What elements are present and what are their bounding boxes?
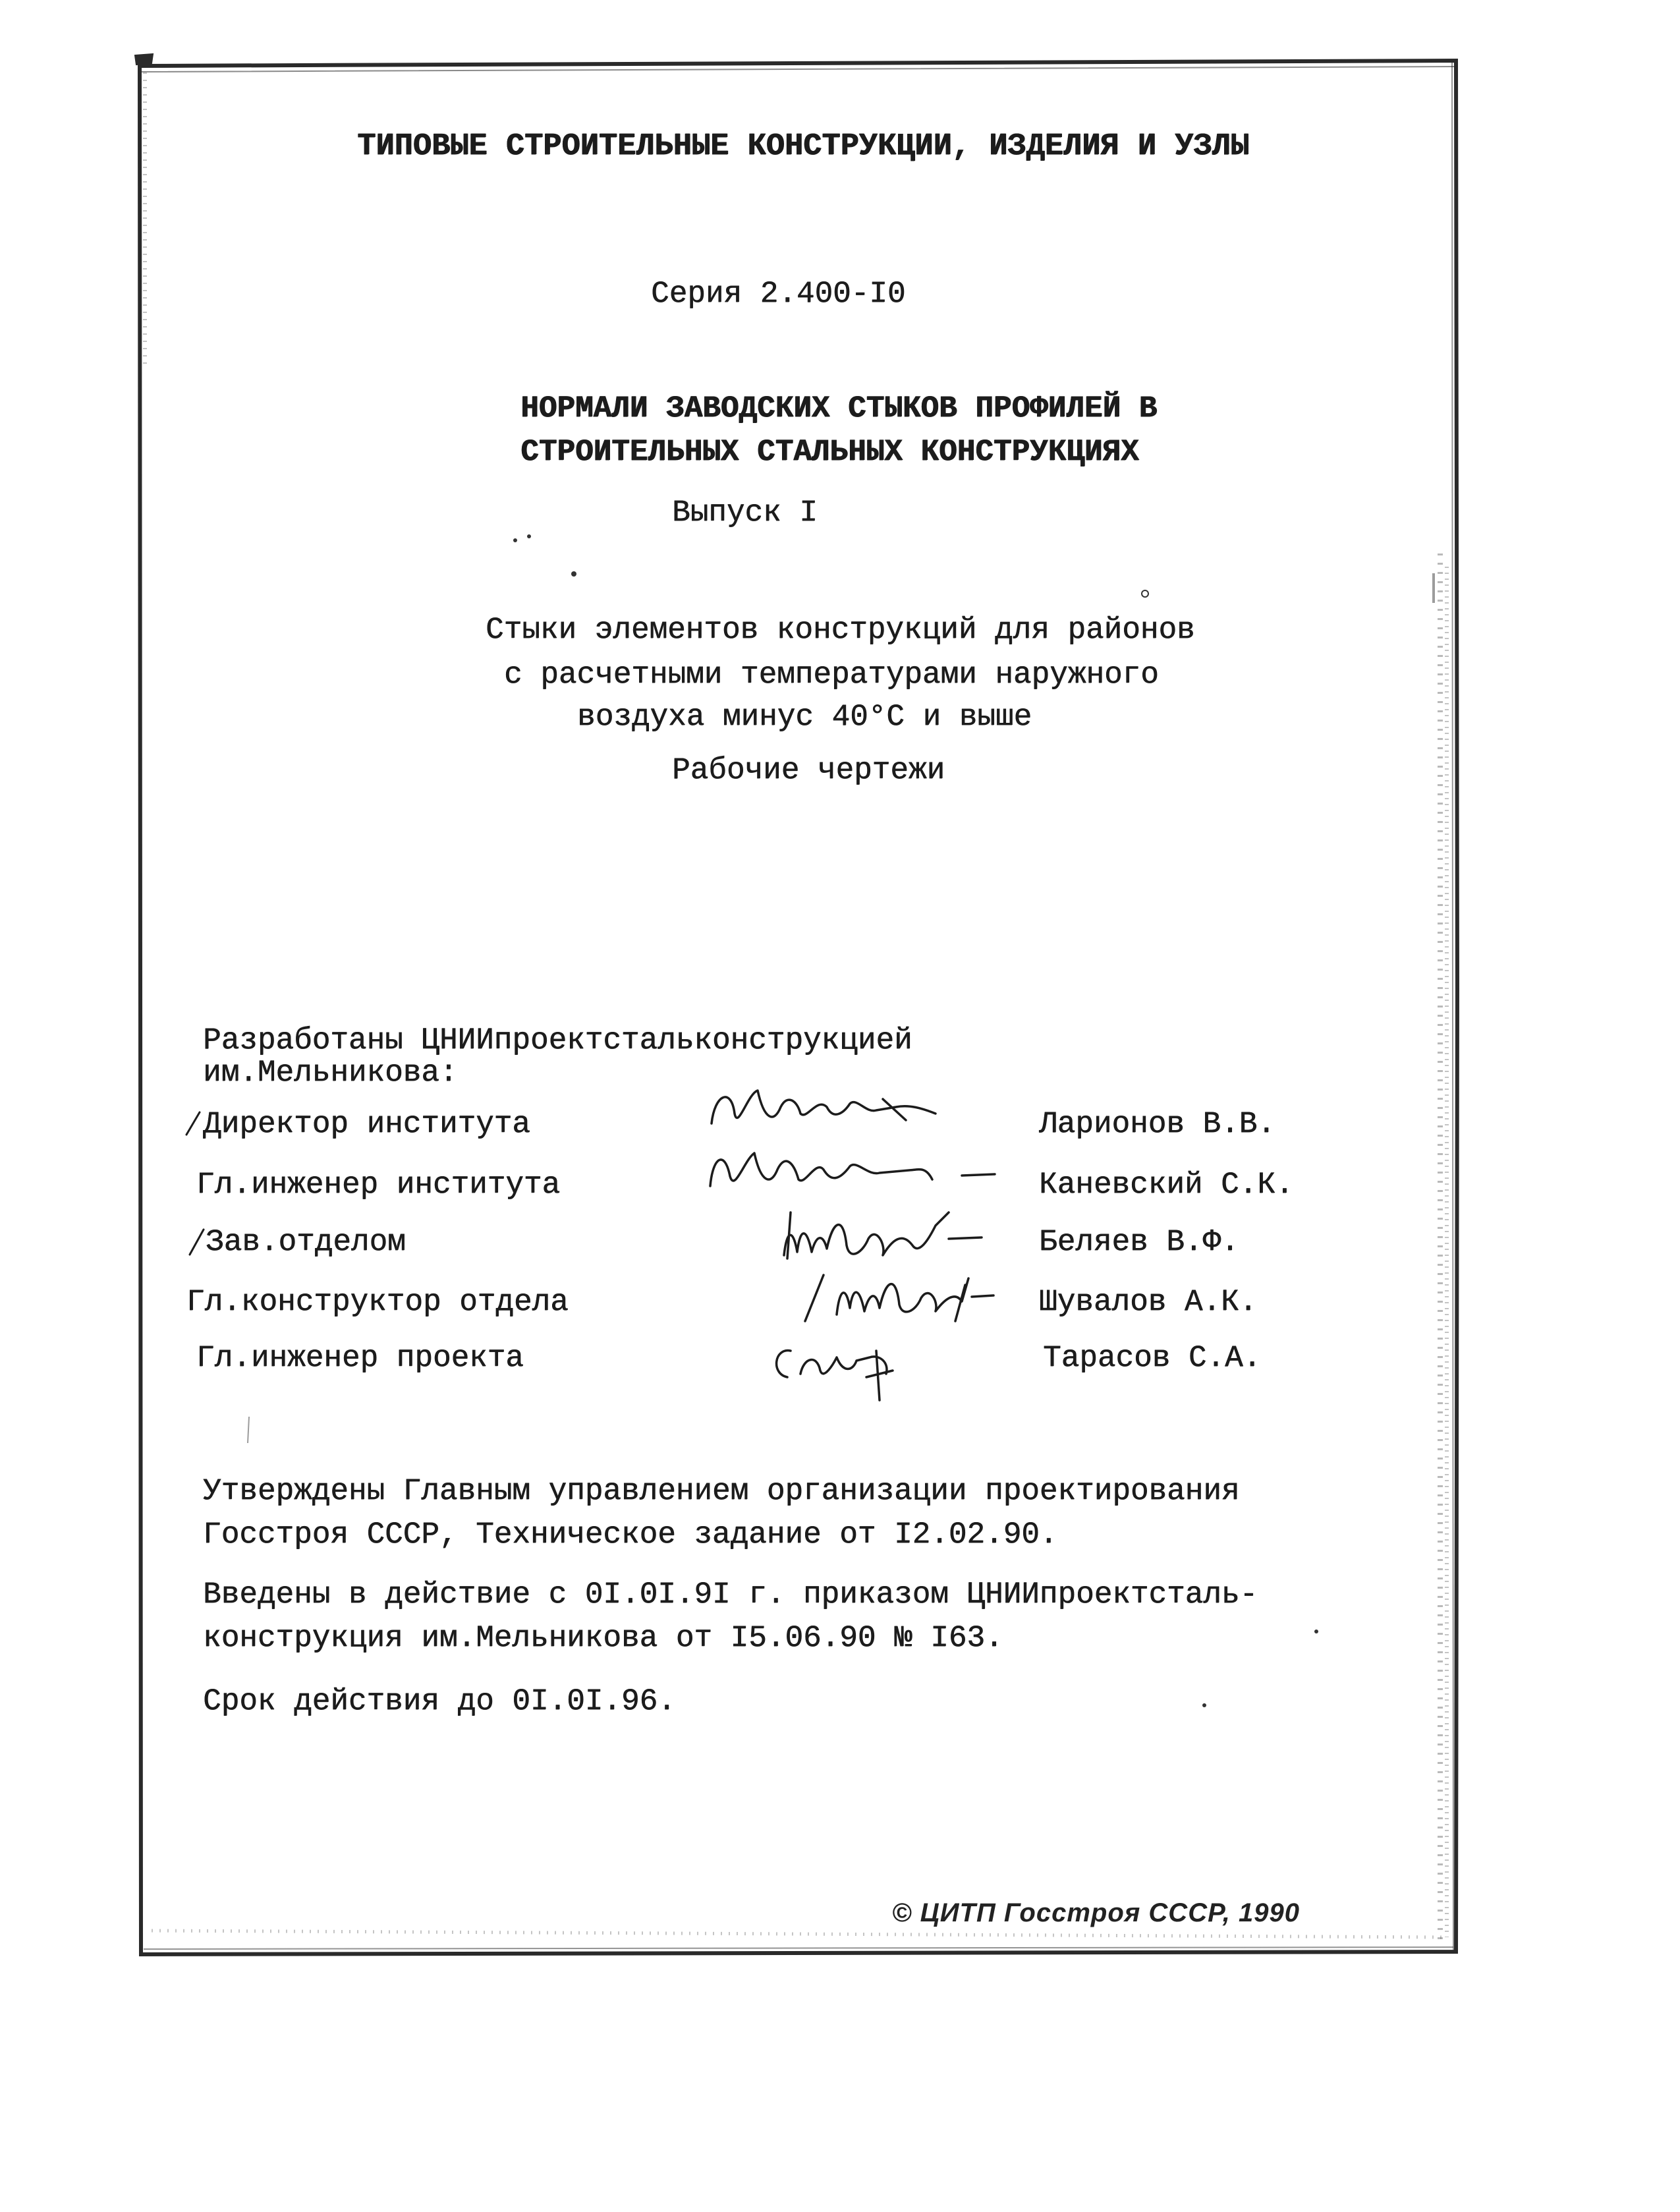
scan-noise <box>145 72 1447 1944</box>
copyright-stamp: © ЦИТП Госстроя СССР, 1990 <box>892 1898 1300 1927</box>
approval-line: Утверждены Главным управлением организации проектирования <box>203 1474 1240 1508</box>
document-title-line-1: НОРМАЛИ ЗАВОДСКИХ СТЫКОВ ПРОФИЛЕЙ В <box>520 391 1158 426</box>
approval-line: Госстроя СССР, Техническое задание от I2.02.90. <box>203 1517 1058 1552</box>
signatory-name: Шувалов А.К. <box>1039 1285 1258 1319</box>
signature-shuvalov <box>805 1275 994 1321</box>
signatory-position: Зав.отделом <box>206 1225 406 1259</box>
signatory-name: Беляев В.Ф. <box>1039 1225 1239 1259</box>
subtitle-line-3: воздуха минус 40°С и выше <box>577 700 1032 734</box>
approval-line: конструкция им.Мельникова от I5.06.90 № I63. <box>203 1621 1003 1655</box>
signatory-position: Гл.конструктор отдела <box>186 1285 569 1319</box>
signatory-name: Тарасов С.А. <box>1043 1341 1262 1375</box>
collection-title: ТИПОВЫЕ СТРОИТЕЛЬНЫЕ КОНСТРУКЦИИ, ИЗДЕЛИЯ И УЗЛЫ <box>357 129 1249 164</box>
signatory-name: Ларионов В.В. <box>1039 1107 1275 1141</box>
series-number: Серия 2.400-I0 <box>651 277 906 311</box>
signatory-position: Гл.инженер проекта <box>196 1341 524 1375</box>
page-frame <box>135 54 1457 1954</box>
signatory-name: Каневский С.К. <box>1039 1168 1294 1202</box>
signatory-position: Гл.инженер института <box>196 1168 561 1202</box>
signature-larionov <box>712 1091 936 1123</box>
signatures <box>710 1091 995 1400</box>
signature-tarasov <box>777 1351 893 1400</box>
signature-belyaev <box>784 1212 982 1259</box>
subtitle-line-1: Стыки элементов конструкций для районов <box>486 613 1195 647</box>
issue-number: Выпуск I <box>672 496 818 530</box>
developer-intro-line-2: им.Мельникова: <box>203 1056 458 1090</box>
validity-line: Срок действия до 0I.0I.96. <box>203 1684 676 1718</box>
developer-intro-line-1: Разработаны ЦНИИпроектстальконструкцией <box>203 1023 912 1058</box>
signature-kanevsky <box>710 1153 995 1186</box>
subtitle-line-2: с расчетными температурами наружного <box>504 658 1159 692</box>
signatory-position: Директор института <box>203 1107 530 1141</box>
document-type: Рабочие чертежи <box>672 753 945 787</box>
document-title-line-2: СТРОИТЕЛЬНЫХ СТАЛЬНЫХ КОНСТРУКЦИЯХ <box>520 435 1139 469</box>
approval-line: Введены в действие с 0I.0I.9I г. приказом ЦНИИпроектсталь- <box>203 1577 1258 1612</box>
